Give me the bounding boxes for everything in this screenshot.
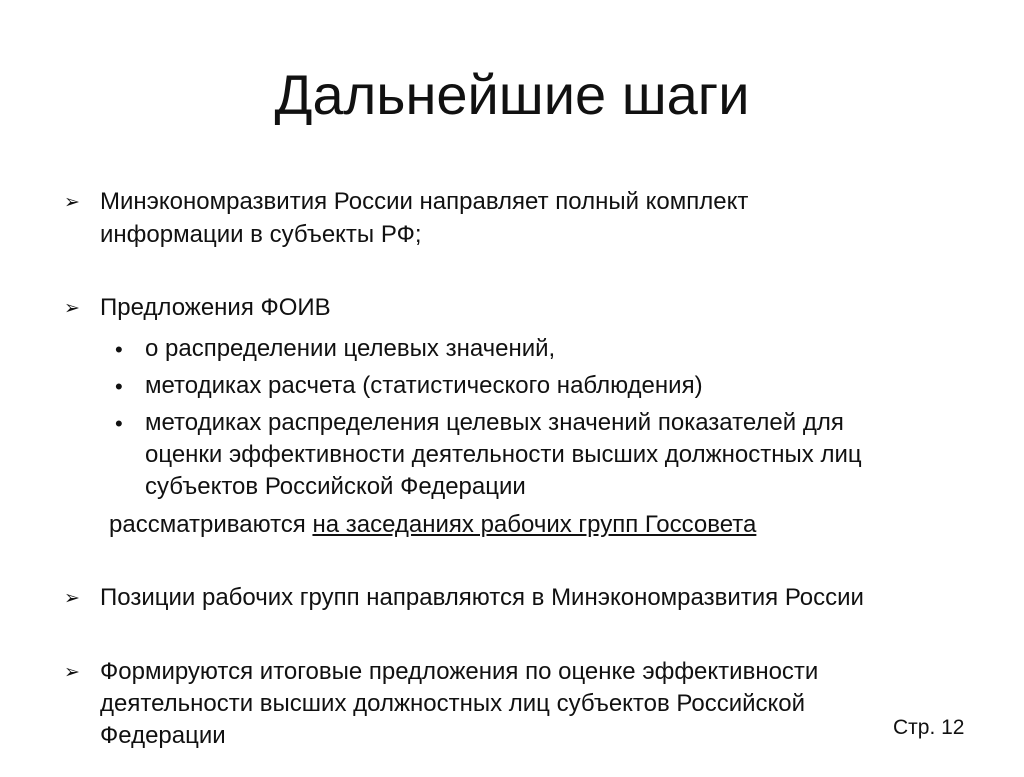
item4-line3: Федерации — [100, 722, 226, 749]
item2-sub2: методиках расчета (статистического наблюдения) — [145, 372, 703, 399]
item2-heading: Предложения ФОИВ — [100, 294, 331, 321]
item2-sub3-line2: оценки эффективности деятельности высших должностных лиц — [145, 441, 862, 468]
gossovet-groups-link[interactable]: на заседаниях рабочих групп Госсовета — [312, 511, 757, 538]
slide-title: Дальнейшие шаги — [274, 63, 750, 126]
item2-sub1: о распределении целевых значений, — [145, 335, 556, 362]
dot-bullet-icon: • — [115, 337, 123, 362]
item4-line1: Формируются итоговые предложения по оценке эффективности — [100, 658, 819, 685]
dot-bullet-icon: • — [115, 411, 123, 436]
dot-bullet-icon: • — [115, 374, 123, 399]
arrow-bullet-icon: ➢ — [64, 588, 80, 609]
item2-note — [109, 509, 756, 541]
arrow-bullet-icon: ➢ — [64, 662, 80, 683]
arrow-bullet-icon: ➢ — [64, 298, 80, 319]
page-number: Стр. 12 — [893, 716, 965, 739]
item2-sub3-line1: методиках распределения целевых значений показателей для — [145, 409, 844, 436]
item4-line2: деятельности высших должностных лиц субъектов Российской — [100, 690, 806, 717]
item1-line1: Минэкономразвития России направляет полный комплект — [100, 188, 749, 215]
arrow-bullet-icon: ➢ — [64, 192, 80, 213]
item2-sub3-line3: субъектов Российской Федерации — [145, 473, 526, 500]
item3-line1: Позиции рабочих групп направляются в Минэкономразвития России — [100, 584, 864, 611]
item1-line2: информации в субъекты РФ; — [100, 221, 422, 248]
item2-note-prefix: рассматриваются — [109, 511, 313, 538]
